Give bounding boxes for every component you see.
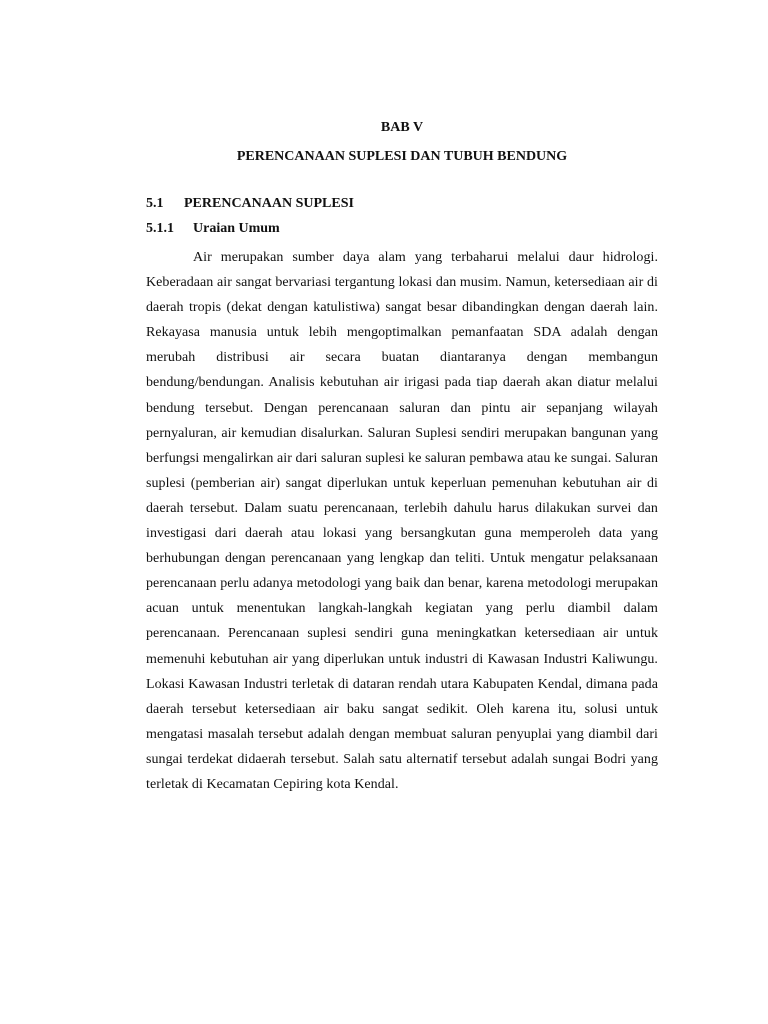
section-title: PERENCANAAN SUPLESI <box>184 196 354 211</box>
body-paragraph: Air merupakan sumber daya alam yang terbaharui melalui daur hidrologi. Keberadaan air sangat bervariasi tergantung lokasi dan musim. Namun, ketersediaan air di daerah tropis (dekat dengan katulistiwa) sangat besar dibandingkan dengan daerah lain. Rekayasa manusia untuk lebih mengoptimalkan pemanfaatan SDA adalah dengan merubah distribusi air secara buatan diantaranya dengan membangun bendung/bendungan. Analisis kebutuhan air irigasi pada tiap daerah akan diatur melalui bendung tersebut. Dengan perencanaan saluran dan pintu air sepanjang wilayah pernyaluran, air kemudian disalurkan. Saluran Suplesi sendiri merupakan bangunan yang berfungsi mengalirkan air dari saluran suplesi ke saluran pembawa atau ke sungai. Saluran suplesi (pemberian air) sangat diperlukan untuk keperluan pemenuhan kebutuhan air di daerah tersebut. Dalam suatu perencanaan, terlebih dahulu harus dilakukan survei dan investigasi dari daerah atau lokasi yang bersangkutan guna memperoleh data yang berhubungan dengan perencanaan yang lengkap dan teliti. Untuk mengatur pelaksanaan perencanaan perlu adanya metodologi yang baik dan benar, karena metodologi merupakan acuan untuk menentukan langkah-langkah kegiatan yang perlu diambil dalam perencanaan. Perencanaan suplesi sendiri guna meningkatkan ketersediaan air untuk memenuhi kebutuhan air yang diperlukan untuk industri di Kawasan Industri Kaliwungu. Lokasi Kawasan Industri terletak di dataran rendah utara Kabupaten Kendal, dimana pada daerah tersebut ketersediaan air baku sangat sedikit. Oleh karena itu, solusi untuk mengatasi masalah tersebut adalah dengan membuat saluran penyuplai yang diambil dari sungai terdekat didaerah tersebut. Salah satu alternatif tersebut adalah sungai Bodri yang terletak di Kecamatan Cepiring kota Kendal. <box>146 250 658 792</box>
section-heading <box>146 195 354 213</box>
chapter-title: PERENCANAAN SUPLESI DAN TUBUH BENDUNG <box>236 149 568 164</box>
chapter-number: BAB V <box>380 120 424 135</box>
subsection-heading <box>146 220 280 238</box>
subsection-title: Uraian Umum <box>193 221 280 236</box>
subsection-number: 5.1.1 <box>146 221 174 236</box>
section-number: 5.1 <box>146 196 164 211</box>
